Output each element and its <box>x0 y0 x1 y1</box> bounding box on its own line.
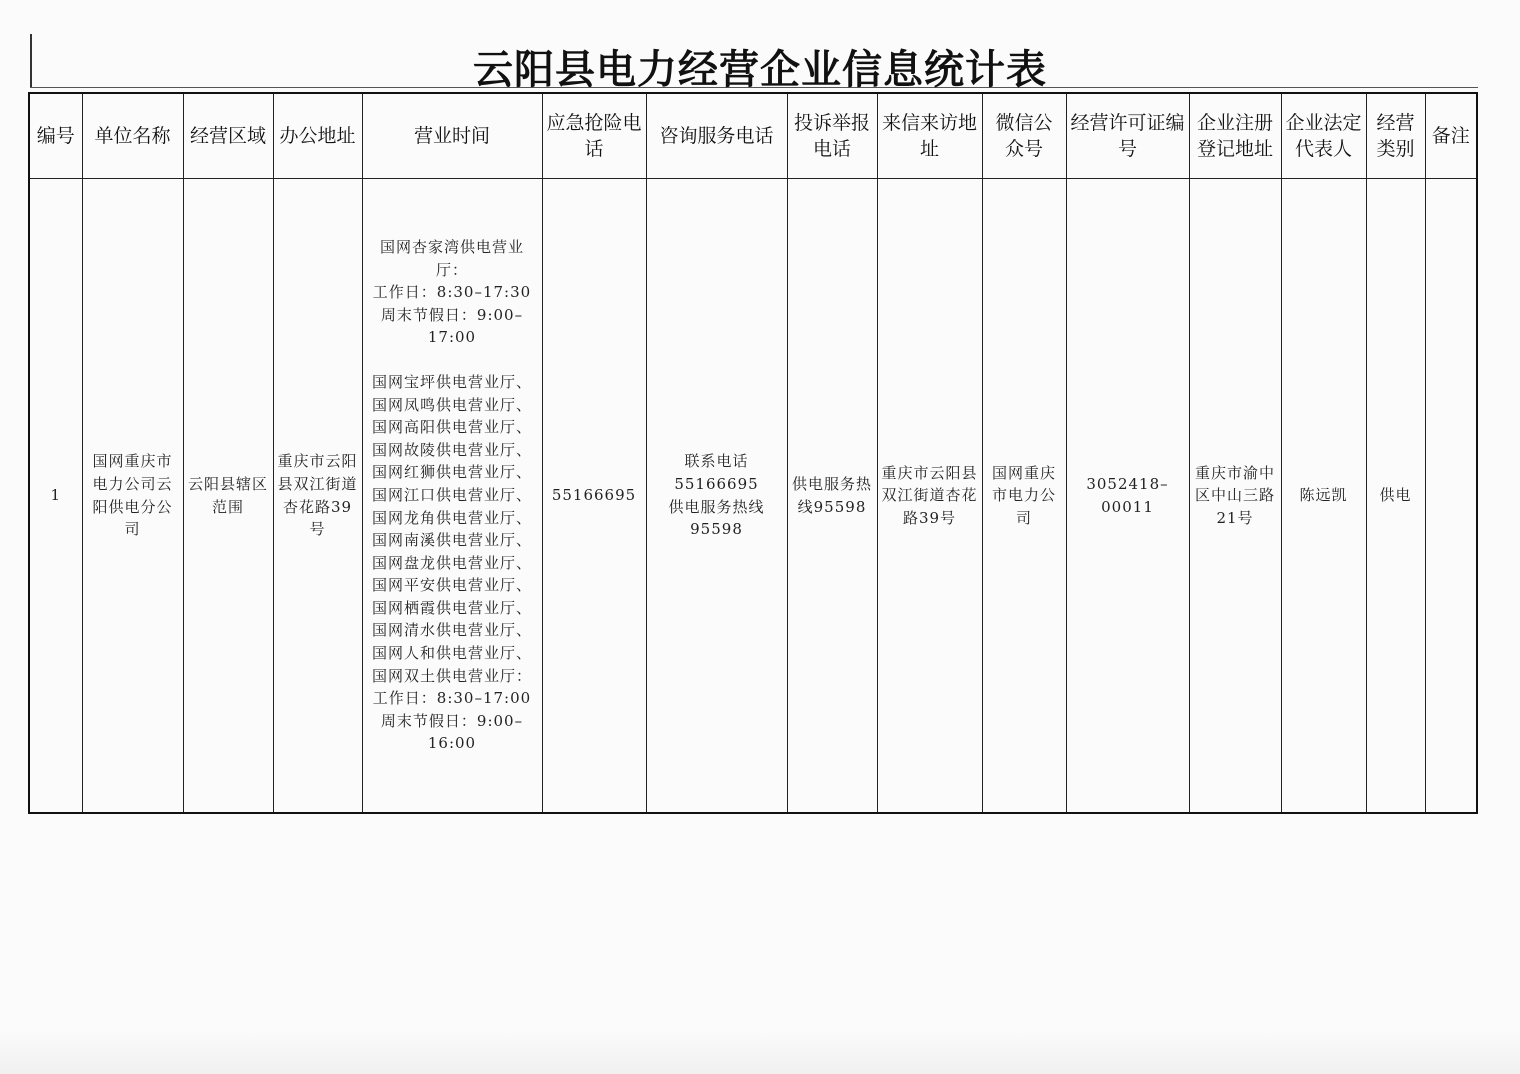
header-no: 编号 <box>29 93 82 179</box>
header-reg-addr: 企业注册登记地址 <box>1189 93 1281 179</box>
hours-gap <box>367 349 538 371</box>
cell-consult: 联系电话 55166695 供电服务热线95598 <box>646 179 787 814</box>
cell-visit: 重庆市云阳县双江街道杏花路39号 <box>877 179 982 814</box>
header-category: 经营类别 <box>1366 93 1425 179</box>
header-consult: 咨询服务电话 <box>646 93 787 179</box>
table-header-row <box>29 93 1477 179</box>
page-title: 云阳县电力经营企业信息统计表 <box>473 47 1047 93</box>
header-visit: 来信来访地址 <box>877 93 982 179</box>
header-name: 单位名称 <box>82 93 183 179</box>
cell-complaint: 供电服务热线95598 <box>787 179 877 814</box>
header-wechat: 微信公众号 <box>982 93 1066 179</box>
cell-emergency: 55166695 <box>542 179 646 814</box>
cell-area: 云阳县辖区范围 <box>183 179 273 814</box>
cell-hours <box>362 179 542 814</box>
hours-block-other-halls: 国网宝坪供电营业厅、国网凤鸣供电营业厅、国网高阳供电营业厅、国网故陵供电营业厅、国网红狮供电营业厅、国网江口供电营业厅、国网龙角供电营业厅、国网南溪供电营业厅、国网盘龙供电营业厅、国网平安供电营业厅、国网栖霞供电营业厅、国网清水供电营业厅、国网人和供电营业厅、国网双土供电营业厅： 工作日：8:30–17:00 周末节假日：9:00–16:00 <box>371 372 532 753</box>
cell-name: 国网重庆市电力公司云阳供电分公司 <box>82 179 183 814</box>
header-hours: 营业时间 <box>362 93 542 179</box>
cell-office: 重庆市云阳县双江街道杏花路39号 <box>273 179 362 814</box>
cell-no: 1 <box>29 179 82 814</box>
scan-bottom-shade <box>0 1030 1520 1074</box>
header-legal-rep: 企业法定代表人 <box>1281 93 1366 179</box>
cell-license: 3052418–00011 <box>1066 179 1189 814</box>
cell-reg-addr: 重庆市渝中区中山三路21号 <box>1189 179 1281 814</box>
table-row <box>29 179 1477 814</box>
enterprise-info-table <box>28 92 1478 814</box>
header-license: 经营许可证编号 <box>1066 93 1189 179</box>
cell-remark <box>1425 179 1477 814</box>
header-remark: 备注 <box>1425 93 1477 179</box>
header-area: 经营区域 <box>183 93 273 179</box>
cell-wechat: 国网重庆市电力公司 <box>982 179 1066 814</box>
cell-legal-rep: 陈远凯 <box>1281 179 1366 814</box>
header-complaint: 投诉举报电话 <box>787 93 877 179</box>
cell-category: 供电 <box>1366 179 1425 814</box>
hours-block-xingjiawan: 国网杏家湾供电营业厅： 工作日：8:30–17:30 周末节假日：9:00–17:00 <box>372 237 532 347</box>
header-office: 办公地址 <box>273 93 362 179</box>
header-emergency: 应急抢险电话 <box>542 93 646 179</box>
